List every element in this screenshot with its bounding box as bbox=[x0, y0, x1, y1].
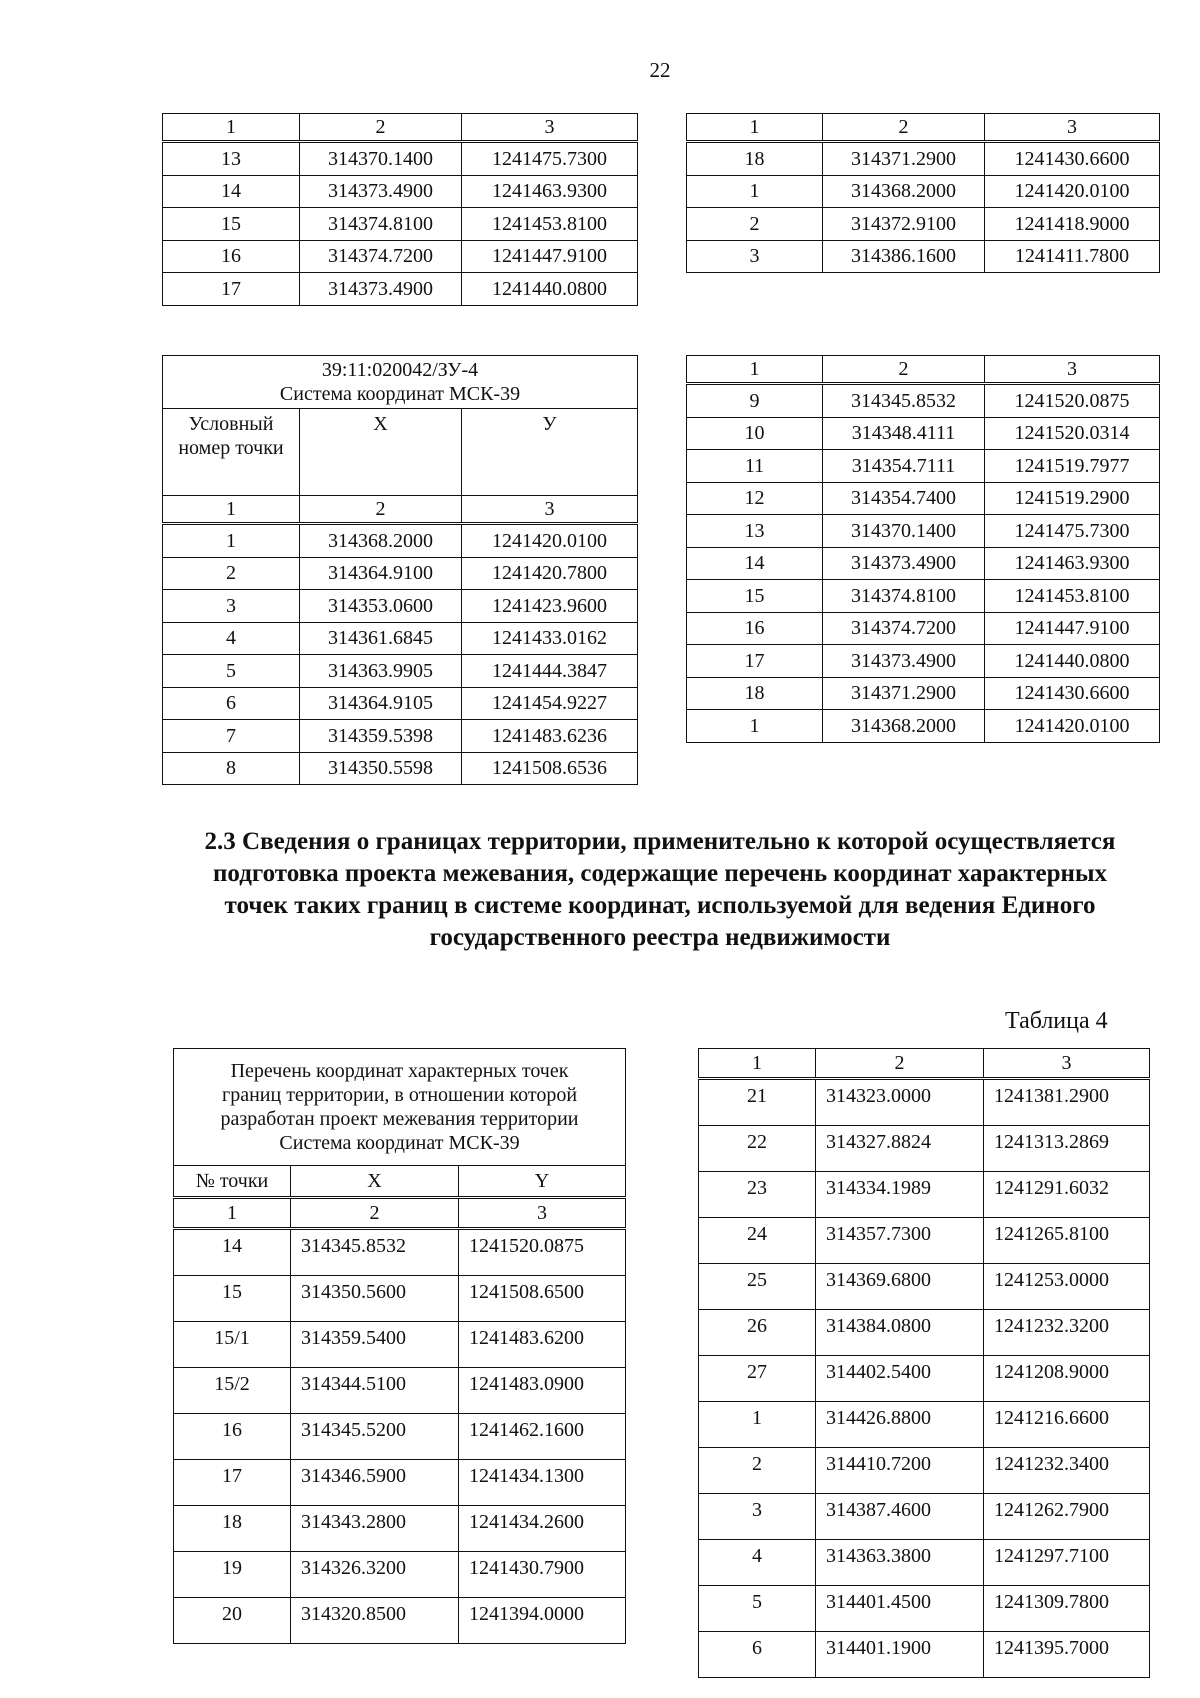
point-number-cell: 18 bbox=[174, 1506, 291, 1552]
point-number-cell: 15/2 bbox=[174, 1368, 291, 1414]
x-coordinate-cell: 314359.5398 bbox=[300, 720, 462, 753]
table-row bbox=[174, 1598, 626, 1644]
y-coordinate-cell: 1241232.3400 bbox=[984, 1448, 1150, 1494]
x-coordinate-cell: 314368.2000 bbox=[823, 710, 985, 743]
column-header-x: X bbox=[291, 1166, 459, 1198]
y-coordinate-cell: 1241430.6600 bbox=[985, 677, 1160, 710]
column-index-cell: 1 bbox=[687, 356, 823, 384]
y-coordinate-cell: 1241462.1600 bbox=[459, 1414, 626, 1460]
table-row bbox=[174, 1368, 626, 1414]
column-index-cell: 3 bbox=[984, 1049, 1150, 1079]
x-coordinate-cell: 314384.0800 bbox=[816, 1310, 984, 1356]
y-coordinate-cell: 1241265.8100 bbox=[984, 1218, 1150, 1264]
y-coordinate-cell: 1241434.2600 bbox=[459, 1506, 626, 1552]
table-row bbox=[699, 1172, 1150, 1218]
table-row bbox=[699, 1494, 1150, 1540]
point-number-cell: 11 bbox=[687, 450, 823, 483]
y-coordinate-cell: 1241447.9100 bbox=[985, 612, 1160, 645]
y-coordinate-cell: 1241463.9300 bbox=[985, 547, 1160, 580]
point-number-cell: 13 bbox=[163, 142, 300, 176]
y-coordinate-cell: 1241381.2900 bbox=[984, 1079, 1150, 1126]
point-number-cell: 1 bbox=[687, 710, 823, 743]
y-coordinate-cell: 1241232.3200 bbox=[984, 1310, 1150, 1356]
table-row bbox=[163, 208, 638, 241]
y-coordinate-cell: 1241444.3847 bbox=[462, 655, 638, 688]
point-number-cell: 15 bbox=[174, 1276, 291, 1322]
column-header-point-number: Условный номер точки bbox=[163, 409, 300, 496]
point-number-cell: 14 bbox=[174, 1229, 291, 1276]
point-number-cell: 5 bbox=[163, 655, 300, 688]
x-coordinate-cell: 314345.8532 bbox=[291, 1229, 459, 1276]
y-coordinate-cell: 1241420.0100 bbox=[985, 710, 1160, 743]
point-number-cell: 12 bbox=[687, 482, 823, 515]
point-number-cell: 14 bbox=[163, 175, 300, 208]
column-header-y: У bbox=[462, 409, 638, 496]
x-coordinate-cell: 314374.7200 bbox=[300, 240, 462, 273]
x-coordinate-cell: 314370.1400 bbox=[823, 515, 985, 548]
x-coordinate-cell: 314320.8500 bbox=[291, 1598, 459, 1644]
point-number-cell: 4 bbox=[163, 622, 300, 655]
point-number-cell: 15 bbox=[163, 208, 300, 241]
y-coordinate-cell: 1241483.0900 bbox=[459, 1368, 626, 1414]
column-index-cell: 3 bbox=[459, 1198, 626, 1229]
section-title: 2.3 Сведения о границах территории, применительно к которой осуществляется подготовка проекта межевания, содержащие перечень координат характерных точек таких границ в системе координат, используемой для ведения Единого государственного реестра недвижимости bbox=[204, 828, 1116, 951]
table-row bbox=[687, 384, 1160, 418]
column-index-cell: 1 bbox=[699, 1049, 816, 1079]
point-number-cell: 21 bbox=[699, 1079, 816, 1126]
y-coordinate-cell: 1241440.0800 bbox=[985, 645, 1160, 678]
x-coordinate-cell: 314401.4500 bbox=[816, 1586, 984, 1632]
table-label: Таблица 4 bbox=[1005, 1008, 1108, 1034]
x-coordinate-cell: 314350.5600 bbox=[291, 1276, 459, 1322]
point-number-cell: 26 bbox=[699, 1310, 816, 1356]
table-row bbox=[699, 1079, 1150, 1126]
x-coordinate-cell: 314344.5100 bbox=[291, 1368, 459, 1414]
x-coordinate-cell: 314354.7400 bbox=[823, 482, 985, 515]
point-number-cell: 6 bbox=[163, 687, 300, 720]
y-coordinate-cell: 1241508.6500 bbox=[459, 1276, 626, 1322]
table-row bbox=[687, 612, 1160, 645]
table-index-row bbox=[163, 114, 638, 142]
point-number-cell: 18 bbox=[687, 142, 823, 176]
y-coordinate-cell: 1241519.7977 bbox=[985, 450, 1160, 483]
point-number-cell: 24 bbox=[699, 1218, 816, 1264]
table-row bbox=[174, 1276, 626, 1322]
y-coordinate-cell: 1241483.6236 bbox=[462, 720, 638, 753]
caption-line: границ территории, в отношении которой bbox=[222, 1084, 578, 1106]
table-row bbox=[699, 1632, 1150, 1678]
caption-line: Система координат МСК-39 bbox=[279, 1132, 520, 1154]
point-number-cell: 2 bbox=[163, 557, 300, 590]
table-row bbox=[699, 1126, 1150, 1172]
point-number-cell: 20 bbox=[174, 1598, 291, 1644]
y-coordinate-cell: 1241433.0162 bbox=[462, 622, 638, 655]
x-coordinate-cell: 314371.2900 bbox=[823, 142, 985, 176]
land-plot-coordinates-table bbox=[162, 355, 638, 785]
x-coordinate-cell: 314387.4600 bbox=[816, 1494, 984, 1540]
point-number-cell: 2 bbox=[699, 1448, 816, 1494]
point-number-cell: 2 bbox=[687, 208, 823, 241]
column-header-y: Y bbox=[459, 1166, 626, 1198]
table-row bbox=[699, 1264, 1150, 1310]
x-coordinate-cell: 314410.7200 bbox=[816, 1448, 984, 1494]
x-coordinate-cell: 314348.4111 bbox=[823, 417, 985, 450]
y-coordinate-cell: 1241216.6600 bbox=[984, 1402, 1150, 1448]
caption-line: разработан проект межевания территории bbox=[220, 1108, 579, 1130]
x-coordinate-cell: 314372.9100 bbox=[823, 208, 985, 241]
x-coordinate-cell: 314364.9100 bbox=[300, 557, 462, 590]
column-header-x: X bbox=[300, 409, 462, 496]
table-row bbox=[687, 645, 1160, 678]
x-coordinate-cell: 314334.1989 bbox=[816, 1172, 984, 1218]
x-coordinate-cell: 314373.4900 bbox=[823, 645, 985, 678]
point-number-cell: 1 bbox=[163, 524, 300, 558]
point-number-cell: 19 bbox=[174, 1552, 291, 1598]
y-coordinate-cell: 1241453.8100 bbox=[985, 580, 1160, 613]
table-row bbox=[174, 1322, 626, 1368]
table-row bbox=[174, 1229, 626, 1276]
table-row bbox=[687, 482, 1160, 515]
x-coordinate-cell: 314353.0600 bbox=[300, 590, 462, 623]
point-number-cell: 15 bbox=[687, 580, 823, 613]
table-row bbox=[699, 1402, 1150, 1448]
table-caption bbox=[163, 356, 638, 409]
x-coordinate-cell: 314363.9905 bbox=[300, 655, 462, 688]
x-coordinate-cell: 314357.7300 bbox=[816, 1218, 984, 1264]
y-coordinate-cell: 1241297.7100 bbox=[984, 1540, 1150, 1586]
y-coordinate-cell: 1241411.7800 bbox=[985, 240, 1160, 273]
x-coordinate-cell: 314370.1400 bbox=[300, 142, 462, 176]
point-number-cell: 4 bbox=[699, 1540, 816, 1586]
point-number-cell: 7 bbox=[163, 720, 300, 753]
y-coordinate-cell: 1241418.9000 bbox=[985, 208, 1160, 241]
point-number-cell: 1 bbox=[687, 175, 823, 208]
x-coordinate-cell: 314374.8100 bbox=[300, 208, 462, 241]
point-number-cell: 6 bbox=[699, 1632, 816, 1678]
x-coordinate-cell: 314368.2000 bbox=[300, 524, 462, 558]
x-coordinate-cell: 314327.8824 bbox=[816, 1126, 984, 1172]
x-coordinate-cell: 314345.8532 bbox=[823, 384, 985, 418]
point-number-cell: 25 bbox=[699, 1264, 816, 1310]
coordinates-table-top-left bbox=[162, 113, 638, 306]
x-coordinate-cell: 314364.9105 bbox=[300, 687, 462, 720]
table-row bbox=[687, 580, 1160, 613]
x-coordinate-cell: 314354.7111 bbox=[823, 450, 985, 483]
x-coordinate-cell: 314323.0000 bbox=[816, 1079, 984, 1126]
point-number-cell: 13 bbox=[687, 515, 823, 548]
coordinates-table-top-right bbox=[686, 113, 1160, 273]
table-row bbox=[163, 142, 638, 176]
x-coordinate-cell: 314361.6845 bbox=[300, 622, 462, 655]
x-coordinate-cell: 314363.3800 bbox=[816, 1540, 984, 1586]
y-coordinate-cell: 1241262.7900 bbox=[984, 1494, 1150, 1540]
y-coordinate-cell: 1241309.7800 bbox=[984, 1586, 1150, 1632]
point-number-cell: 3 bbox=[163, 590, 300, 623]
point-number-cell: 17 bbox=[174, 1460, 291, 1506]
point-number-cell: 16 bbox=[174, 1414, 291, 1460]
caption-line: Перечень координат характерных точек bbox=[230, 1060, 569, 1082]
column-index-cell: 3 bbox=[462, 496, 638, 524]
point-number-cell: 16 bbox=[163, 240, 300, 273]
point-number-cell: 8 bbox=[163, 752, 300, 785]
table-row bbox=[174, 1460, 626, 1506]
point-number-cell: 3 bbox=[687, 240, 823, 273]
table-row bbox=[163, 240, 638, 273]
y-coordinate-cell: 1241208.9000 bbox=[984, 1356, 1150, 1402]
column-index-cell: 1 bbox=[163, 496, 300, 524]
table-index-row bbox=[687, 356, 1160, 384]
y-coordinate-cell: 1241253.0000 bbox=[984, 1264, 1150, 1310]
x-coordinate-cell: 314374.8100 bbox=[823, 580, 985, 613]
x-coordinate-cell: 314346.5900 bbox=[291, 1460, 459, 1506]
x-coordinate-cell: 314371.2900 bbox=[823, 677, 985, 710]
y-coordinate-cell: 1241463.9300 bbox=[462, 175, 638, 208]
column-index-cell: 3 bbox=[985, 356, 1160, 384]
x-coordinate-cell: 314369.6800 bbox=[816, 1264, 984, 1310]
table-index-row bbox=[163, 496, 638, 524]
point-number-cell: 17 bbox=[687, 645, 823, 678]
table-index-row bbox=[699, 1049, 1150, 1079]
column-index-cell: 1 bbox=[174, 1198, 291, 1229]
y-coordinate-cell: 1241420.0100 bbox=[462, 524, 638, 558]
column-index-cell: 2 bbox=[300, 496, 462, 524]
point-number-cell: 18 bbox=[687, 677, 823, 710]
table-row bbox=[174, 1506, 626, 1552]
table-index-row bbox=[174, 1198, 626, 1229]
y-coordinate-cell: 1241483.6200 bbox=[459, 1322, 626, 1368]
point-number-cell: 22 bbox=[699, 1126, 816, 1172]
column-index-cell: 2 bbox=[291, 1198, 459, 1229]
y-coordinate-cell: 1241453.8100 bbox=[462, 208, 638, 241]
table-row bbox=[687, 677, 1160, 710]
y-coordinate-cell: 1241423.9600 bbox=[462, 590, 638, 623]
column-index-cell: 1 bbox=[687, 114, 823, 142]
point-number-cell: 16 bbox=[687, 612, 823, 645]
y-coordinate-cell: 1241313.2869 bbox=[984, 1126, 1150, 1172]
table-row bbox=[163, 175, 638, 208]
table-row bbox=[699, 1310, 1150, 1356]
y-coordinate-cell: 1241440.0800 bbox=[462, 273, 638, 306]
column-index-cell: 2 bbox=[816, 1049, 984, 1079]
table-row bbox=[174, 1414, 626, 1460]
table-row bbox=[687, 547, 1160, 580]
y-coordinate-cell: 1241519.2900 bbox=[985, 482, 1160, 515]
point-number-cell: 9 bbox=[687, 384, 823, 418]
caption-line: Система координат МСК-39 bbox=[279, 383, 521, 405]
y-coordinate-cell: 1241430.6600 bbox=[985, 142, 1160, 176]
x-coordinate-cell: 314359.5400 bbox=[291, 1322, 459, 1368]
column-index-cell: 3 bbox=[462, 114, 638, 142]
y-coordinate-cell: 1241520.0875 bbox=[985, 384, 1160, 418]
point-number-cell: 14 bbox=[687, 547, 823, 580]
x-coordinate-cell: 314345.5200 bbox=[291, 1414, 459, 1460]
x-coordinate-cell: 314368.2000 bbox=[823, 175, 985, 208]
x-coordinate-cell: 314343.2800 bbox=[291, 1506, 459, 1552]
page-number: 22 bbox=[649, 58, 671, 82]
x-coordinate-cell: 314374.7200 bbox=[823, 612, 985, 645]
column-index-cell: 2 bbox=[300, 114, 462, 142]
point-number-cell: 27 bbox=[699, 1356, 816, 1402]
x-coordinate-cell: 314373.4900 bbox=[300, 273, 462, 306]
caption-line: 39:11:020042/ЗУ-4 bbox=[321, 359, 479, 381]
column-header-point-number: № точки bbox=[174, 1166, 291, 1198]
table-row bbox=[687, 450, 1160, 483]
table-row bbox=[687, 710, 1160, 743]
point-number-cell: 3 bbox=[699, 1494, 816, 1540]
column-index-cell: 3 bbox=[985, 114, 1160, 142]
y-coordinate-cell: 1241394.0000 bbox=[459, 1598, 626, 1644]
table-row bbox=[687, 515, 1160, 548]
table-row bbox=[699, 1586, 1150, 1632]
territory-boundary-table-continued bbox=[698, 1048, 1150, 1678]
point-number-cell: 17 bbox=[163, 273, 300, 306]
table-row bbox=[163, 655, 638, 688]
table-row bbox=[687, 175, 1160, 208]
x-coordinate-cell: 314373.4900 bbox=[300, 175, 462, 208]
table-row bbox=[174, 1552, 626, 1598]
table-index-row bbox=[687, 114, 1160, 142]
table-row bbox=[687, 240, 1160, 273]
y-coordinate-cell: 1241420.7800 bbox=[462, 557, 638, 590]
x-coordinate-cell: 314426.8800 bbox=[816, 1402, 984, 1448]
y-coordinate-cell: 1241395.7000 bbox=[984, 1632, 1150, 1678]
column-index-cell: 2 bbox=[823, 114, 985, 142]
table-row bbox=[163, 273, 638, 306]
y-coordinate-cell: 1241520.0314 bbox=[985, 417, 1160, 450]
y-coordinate-cell: 1241434.1300 bbox=[459, 1460, 626, 1506]
point-number-cell: 5 bbox=[699, 1586, 816, 1632]
table-row bbox=[687, 208, 1160, 241]
point-number-cell: 15/1 bbox=[174, 1322, 291, 1368]
territory-boundary-table bbox=[173, 1048, 626, 1644]
table-row bbox=[163, 687, 638, 720]
table-row bbox=[163, 557, 638, 590]
y-coordinate-cell: 1241454.9227 bbox=[462, 687, 638, 720]
y-coordinate-cell: 1241475.7300 bbox=[462, 142, 638, 176]
x-coordinate-cell: 314386.1600 bbox=[823, 240, 985, 273]
table-row bbox=[163, 752, 638, 785]
table-row bbox=[699, 1448, 1150, 1494]
table-row bbox=[699, 1218, 1150, 1264]
table-row bbox=[163, 590, 638, 623]
y-coordinate-cell: 1241291.6032 bbox=[984, 1172, 1150, 1218]
point-number-cell: 23 bbox=[699, 1172, 816, 1218]
x-coordinate-cell: 314402.5400 bbox=[816, 1356, 984, 1402]
point-number-cell: 10 bbox=[687, 417, 823, 450]
table-caption bbox=[174, 1049, 626, 1166]
y-coordinate-cell: 1241508.6536 bbox=[462, 752, 638, 785]
table-row bbox=[163, 720, 638, 753]
column-index-cell: 2 bbox=[823, 356, 985, 384]
y-coordinate-cell: 1241447.9100 bbox=[462, 240, 638, 273]
y-coordinate-cell: 1241430.7900 bbox=[459, 1552, 626, 1598]
column-index-cell: 1 bbox=[163, 114, 300, 142]
y-coordinate-cell: 1241475.7300 bbox=[985, 515, 1160, 548]
table-row bbox=[699, 1540, 1150, 1586]
y-coordinate-cell: 1241520.0875 bbox=[459, 1229, 626, 1276]
x-coordinate-cell: 314326.3200 bbox=[291, 1552, 459, 1598]
table-row bbox=[163, 524, 638, 558]
coordinates-table-middle-right bbox=[686, 355, 1160, 743]
x-coordinate-cell: 314350.5598 bbox=[300, 752, 462, 785]
point-number-cell: 1 bbox=[699, 1402, 816, 1448]
x-coordinate-cell: 314401.1900 bbox=[816, 1632, 984, 1678]
table-row bbox=[687, 142, 1160, 176]
y-coordinate-cell: 1241420.0100 bbox=[985, 175, 1160, 208]
x-coordinate-cell: 314373.4900 bbox=[823, 547, 985, 580]
table-row bbox=[163, 622, 638, 655]
table-row bbox=[699, 1356, 1150, 1402]
table-row bbox=[687, 417, 1160, 450]
